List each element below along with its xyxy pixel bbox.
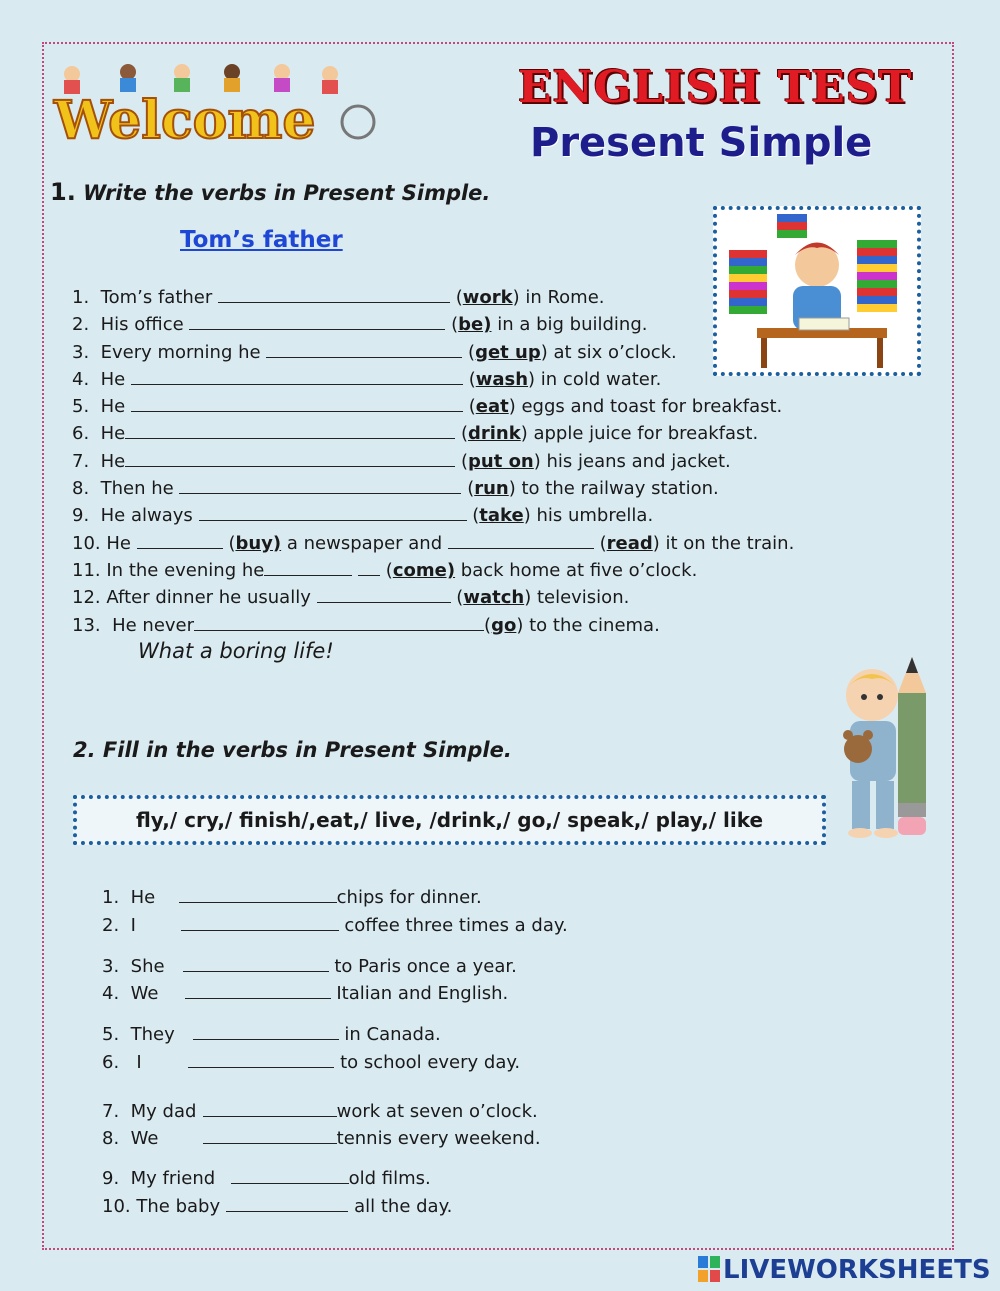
section-2-number: 2.	[73, 738, 96, 762]
exercise-1-item: 9. He always (take) his umbrella.	[72, 505, 654, 527]
section-2-instruction: Fill in the verbs in Present Simple.	[102, 738, 512, 762]
exercise-2-item: 1. He chips for dinner.	[102, 887, 482, 908]
exercise-1-item: 7. He (put on) his jeans and jacket.	[72, 450, 731, 472]
story-title: Tom’s father	[180, 227, 343, 253]
section-2-heading	[73, 738, 512, 762]
word-bank: fly,/ cry,/ finish/,eat,/ live, /drink,/ go,/ speak,/ play,/ like	[73, 795, 826, 845]
answer-blank[interactable]	[193, 1023, 339, 1040]
exercise-2-item: 7. My dad work at seven o’clock.	[102, 1101, 538, 1122]
page-subtitle: Present Simple	[530, 120, 873, 166]
answer-blank[interactable]	[125, 450, 455, 467]
answer-blank[interactable]	[226, 1195, 348, 1212]
liveworksheets-brand: LIVEWORKSHEETS	[723, 1255, 991, 1285]
exercise-2-item: 3. She to Paris once a year.	[102, 956, 517, 977]
answer-blank[interactable]	[131, 368, 463, 385]
liveworksheets-icon	[698, 1256, 720, 1282]
story-moral: What a boring life!	[138, 639, 334, 663]
exercise-2-item: 8. We tennis every weekend.	[102, 1128, 541, 1149]
exercise-1-item: 4. He (wash) in cold water.	[72, 368, 662, 390]
page-title: ENGLISH TEST	[518, 62, 913, 113]
welcome-banner	[50, 60, 380, 145]
exercise-1-list	[72, 284, 794, 639]
exercise-1-item: 8. Then he (run) to the railway station.	[72, 478, 719, 500]
answer-blank[interactable]	[183, 955, 329, 972]
answer-blank[interactable]	[266, 341, 462, 358]
exercise-2-item: 2. I coffee three times a day.	[102, 915, 568, 936]
answer-blank[interactable]	[448, 532, 594, 549]
exercise-1-item: 13. He never (go) to the cinema.	[72, 614, 660, 636]
section-1-instruction: Write the verbs in Present Simple.	[83, 181, 491, 205]
exercise-1-item: 1. Tom’s father (work) in Rome.	[72, 287, 605, 308]
exercise-2-item: 10. The baby all the day.	[102, 1196, 453, 1217]
exercise-1-item: 12. After dinner he usually (watch) television.	[72, 587, 630, 609]
exercise-1-item: 11. In the evening he (come) back home at five o’clock.	[72, 559, 698, 581]
answer-blank[interactable]	[131, 395, 463, 412]
kid-with-pencil-picture	[834, 653, 954, 843]
answer-blank[interactable]	[125, 422, 455, 439]
exercise-1-item: 5. He (eat) eggs and toast for breakfast.	[72, 396, 783, 418]
answer-blank[interactable]	[203, 1100, 337, 1117]
svg-text:Welcome: Welcome	[54, 90, 316, 145]
exercise-2-item: 4. We Italian and English.	[102, 983, 509, 1004]
exercise-1-item: 3. Every morning he (get up) at six o’clock.	[72, 341, 677, 363]
answer-blank[interactable]	[179, 886, 337, 903]
answer-blank[interactable]	[137, 532, 223, 549]
section-1-heading	[50, 178, 490, 206]
answer-blank[interactable]	[203, 1127, 337, 1144]
answer-blank[interactable]	[185, 982, 331, 999]
answer-blank[interactable]	[188, 1051, 334, 1068]
answer-blank[interactable]	[181, 914, 339, 931]
exercise-2-item: 5. They in Canada.	[102, 1024, 441, 1045]
answer-blank[interactable]	[189, 313, 445, 330]
answer-blank[interactable]	[179, 477, 461, 494]
exercise-1-item: 2. His office (be) in a big building.	[72, 314, 648, 336]
answer-blank[interactable]	[264, 559, 352, 576]
answer-blank[interactable]	[194, 614, 484, 631]
exercise-1-item: 6. He (drink) apple juice for breakfast.	[72, 423, 759, 445]
answer-blank[interactable]	[199, 504, 467, 521]
section-1-number: 1.	[50, 178, 76, 206]
answer-blank[interactable]	[231, 1167, 349, 1184]
answer-blank[interactable]	[317, 586, 451, 603]
liveworksheets-logo[interactable]	[698, 1255, 991, 1285]
exercise-1-item-10: 10. He (buy) a newspaper and (read) it on the train.	[72, 532, 795, 554]
answer-blank[interactable]	[218, 286, 450, 303]
exercise-2-item: 9. My friend old films.	[102, 1168, 431, 1189]
exercise-2-item: 6. I to school every day.	[102, 1052, 521, 1073]
answer-blank[interactable]	[358, 559, 380, 576]
